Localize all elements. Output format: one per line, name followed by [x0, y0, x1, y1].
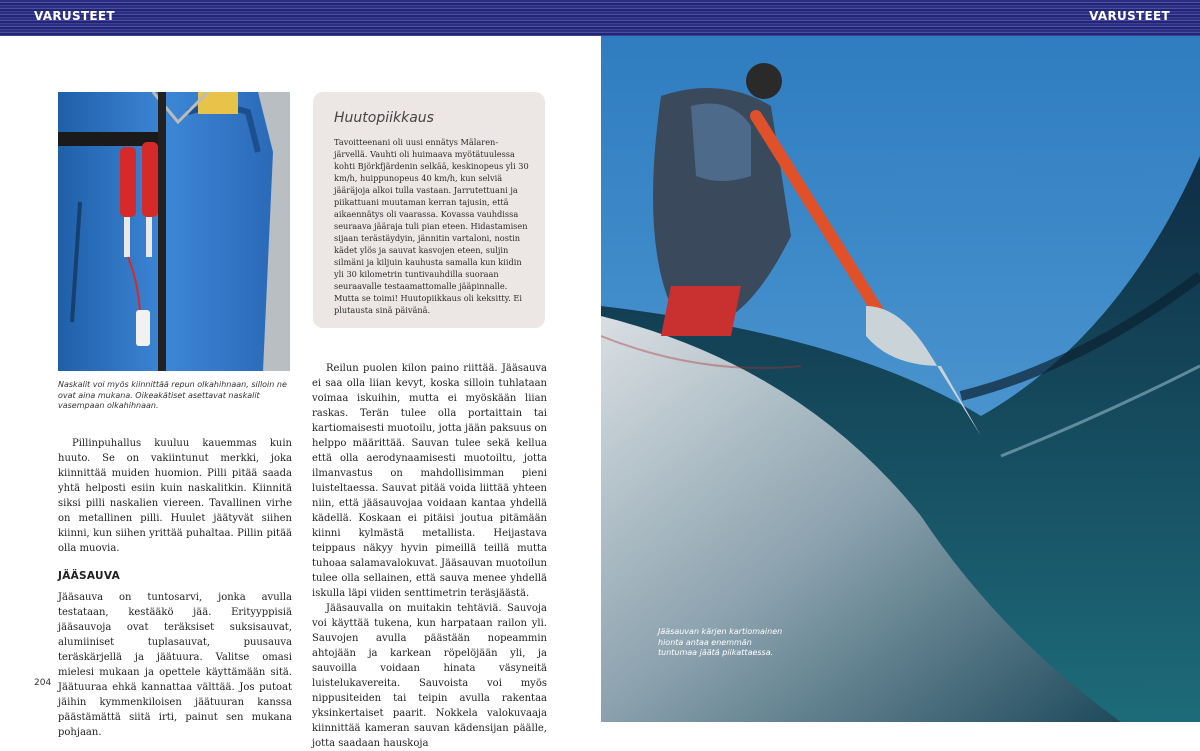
paragraph: Jääsauva on tuntosarvi, jonka avulla testataan, kestääkö jää. Erityyppisiä jääsauvoja ovat teräksiset suksisauvat, alumiiniset tuplasauvat, puusauva teräskärjellä ja jäätuura. Valitse omasi mielesi mukaan ja opettele käyttämään sitä. Jäätuuraa ehkä kannattaa välttää. Jos putoat jäihin kymmenkiloisen jäätuuran kanssa päästämättä siitä irti, painut sen mukana pohjaan. — [58, 592, 292, 738]
sidebar-title: Huutopiikkaus — [334, 110, 434, 126]
section-label-left: VARUSTEET — [34, 9, 115, 23]
ice-skater-illustration — [601, 36, 1200, 722]
paragraph: Pillinpuhallus kuuluu kauemmas kuin huuto. Se on vakiintunut merkki, joka kiinnittää muiden huomion. Pilli pitää saada yhtä helposti esiin kuin naskalitkin. Kiinnitä siksi pilli naskalien viereen. Tavallinen virhe on metallinen pilli. Huulet jäätyvät siihen kiinni, kun siihen yrittää puhaltaa. Pillin pitää olla muovia. — [58, 438, 292, 554]
page-number: 204 — [34, 678, 52, 688]
ice-picks-illustration — [58, 92, 290, 371]
photo-ice-picks — [58, 92, 290, 371]
sidebar-body: Tavoitteenani oli uusi ennätys Mälaren-järvellä. Vauhti oli huimaava myötätuulessa kohti Björkfjärdenin selkää, keskinopeus yli 30 km/h, huippunopeus 40 km/h, kun selviä jääräjoja alkoi tulla vastaan. Jarrutettuani ja piikattuani muutaman kerran tajusin, että aikaennätys oli vaarassa. Kovassa vauhdissa seuraava jääraja tuli pian eteen. Hidastamisen sijaan terästäydyin, jännitin vartaloni, nostin kädet ylös ja sauvat kasvojen eteen, suljin silmäni ja kiljuin kauhusta samalla kun kiidin yli 30 kilometrin tuntivauhdilla suoraan seuraavalle testaamattomalle jääpinnalle. Mutta se toimi! Huutopiikkaus oli keksitty. Ei plutausta sinä päivänä. — [334, 137, 529, 315]
paragraph: Reilun puolen kilon paino riittää. Jääsauva ei saa olla liian kevyt, koska silloin tuhlataan voimaa iskuihin, mutta ei myöskään liian raskas. Terän tulee olla portaittain tai kartiomaisesti muotoilu, jotta jään paksuus on helppo määrittää. Sauvan tulee sekä kellua että olla aerodynaamisesti muotoiltu, jotta ilmanvastus on mahdollisimman pieni luisteltaessa. Sauvat pitää voida liittää yhteen niin, että jääsauvojaa voidaan kantaa yhdellä kädellä. Koskaan ei pitäisi joutua pitämään kiinni kylmästä metallista. Heijastava teippaus näkyy hyvin pimeillä teillä mutta tuhoaa salamavalokuvat. Jääsauvan muotoilun tulee olla sellainen, että sauva menee yhdellä iskulla läpi viiden senttimetrin teräsjäästä. — [312, 363, 547, 599]
right-text-column — [312, 361, 547, 751]
section-label-right: VARUSTEET — [1089, 9, 1170, 23]
left-text-column — [58, 436, 292, 740]
photo-ice-skater — [601, 36, 1200, 722]
photo-caption-left: Naskalit voi myös kiinnittää repun olkahihnaan, silloin ne ovat aina mukana. Oikeakätiset asettavat naskalit vasempaan olkahihnaan. — [58, 380, 287, 410]
subheading: JÄÄSAUVA — [58, 570, 120, 582]
paragraph: Jääsauvalla on muitakin tehtäviä. Sauvoja voi käyttää tukena, kun harpataan railon yli. Sauvojen avulla päästään nopeammin ahtojään ja karkean röpelöjään yli, ja sauvoilla voidaan hinata väsyneitä luistelukavereita. Sauvoista voi myös nippusiteiden tai teipin avulla rakentaa yksinkertaiset paarit. Nokkela valokuvaaja kiinnittää kameran sauvan kädensijan päälle, jotta saadaan hauskoja — [312, 603, 547, 749]
header-banner — [0, 0, 1200, 36]
sidebar-box — [313, 92, 545, 328]
photo-caption-right: Jääsauvan kärjen kartiomainen hionta antaa enemmän tuntumaa jäätä piikattaessa. — [658, 627, 783, 657]
